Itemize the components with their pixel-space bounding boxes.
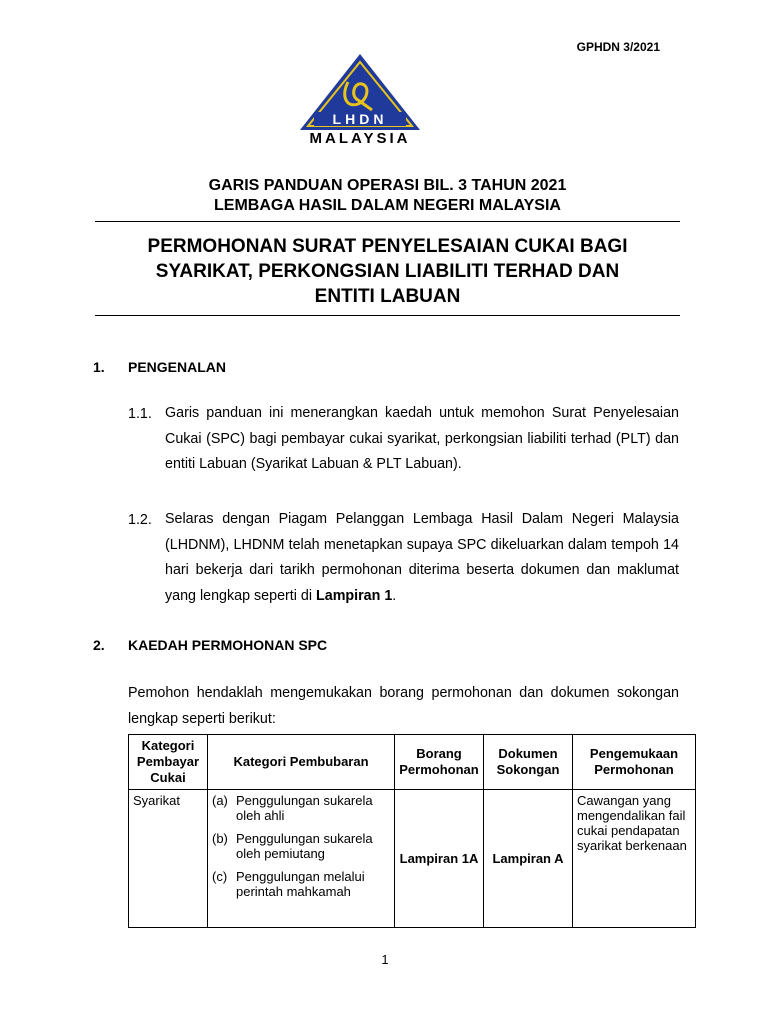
header-kategori-pembayar-cukai: Kategori Pembayar Cukai	[129, 735, 208, 790]
table-row	[129, 790, 696, 928]
logo-country: MALAYSIA	[309, 130, 411, 147]
section-2-number: 2.	[93, 637, 105, 653]
cell-submission: Cawangan yang mengendalikan fail cukai pendapatan syarikat berkenaan	[573, 790, 696, 928]
document-subject	[95, 234, 680, 309]
cell-category: Syarikat	[129, 790, 208, 928]
logo-acronym: LHDN	[332, 111, 388, 127]
paragraph-1-1: Garis panduan ini menerangkan kaedah untuk memohon Surat Penyelesaian Cukai (SPC) bagi pembayar cukai syarikat, perkongsian liabiliti terhad (PLT) dan entiti Labuan (Syarikat Labuan & PLT Labuan).	[165, 405, 679, 472]
section-2-intro: Pemohon hendaklah mengemukakan borang permohonan dan dokumen sokongan lengkap seperti berikut:	[128, 685, 679, 727]
table-header-row	[129, 735, 696, 790]
paragraph-1-2-end: .	[392, 587, 397, 604]
header-pengemukaan-permohonan: Pengemukaan Permohonan	[573, 735, 696, 790]
section-2-heading: KAEDAH PERMOHONAN SPC	[128, 637, 328, 653]
paragraph-1-2-number: 1.2.	[128, 512, 152, 528]
guideline-title-line2: LEMBAGA HASIL DALAM NEGERI MALAYSIA	[214, 197, 561, 214]
guideline-title	[95, 176, 680, 216]
spc-requirements-table	[128, 734, 696, 928]
paragraph-1-2	[165, 507, 679, 609]
document-subject-line3: ENTITI LABUAN	[314, 286, 461, 307]
dissolution-option-b: (b) Penggulungan sukarela oleh pemiutang	[212, 831, 373, 861]
cell-supporting-documents: Lampiran A	[484, 790, 573, 928]
paragraph-1-1-number: 1.1.	[128, 406, 152, 422]
document-subject-line1: PERMOHONAN SURAT PENYELESAIAN CUKAI BAGI	[147, 236, 628, 257]
title-divider	[95, 221, 680, 222]
cell-dissolution-options	[208, 790, 395, 928]
subject-divider	[95, 315, 680, 316]
lampiran-1-reference: Lampiran 1	[316, 587, 393, 604]
section-1-number: 1.	[93, 359, 105, 375]
header-kategori-pembubaran: Kategori Pembubaran	[208, 735, 395, 790]
document-reference: GPHDN 3/2021	[576, 40, 660, 54]
cell-application-form: Lampiran 1A	[395, 790, 484, 928]
header-dokumen-sokongan: Dokumen Sokongan	[484, 735, 573, 790]
section-1-heading: PENGENALAN	[128, 359, 227, 375]
dissolution-option-a: (a) Penggulungan sukarela oleh ahli	[212, 793, 373, 823]
paragraph-1-2-text: Selaras dengan Piagam Pelanggan Lembaga Hasil Dalam Negeri Malaysia (LHDNM), LHDNM telah menetapkan supaya SPC dikeluarkan dalam tempoh 14 hari bekerja dari tarikh permohonan diterima beserta dokumen dan maklumat yang lengkap seperti di	[165, 511, 679, 604]
header-borang-permohonan: Borang Permohonan	[395, 735, 484, 790]
dissolution-option-c: (c) Penggulungan melalui perintah mahkamah	[212, 869, 365, 899]
guideline-title-line1: GARIS PANDUAN OPERASI BIL. 3 TAHUN 2021	[208, 177, 567, 194]
page-number: 1	[381, 952, 389, 967]
document-subject-line2: SYARIKAT, PERKONGSIAN LIABILITI TERHAD DAN	[155, 261, 620, 282]
